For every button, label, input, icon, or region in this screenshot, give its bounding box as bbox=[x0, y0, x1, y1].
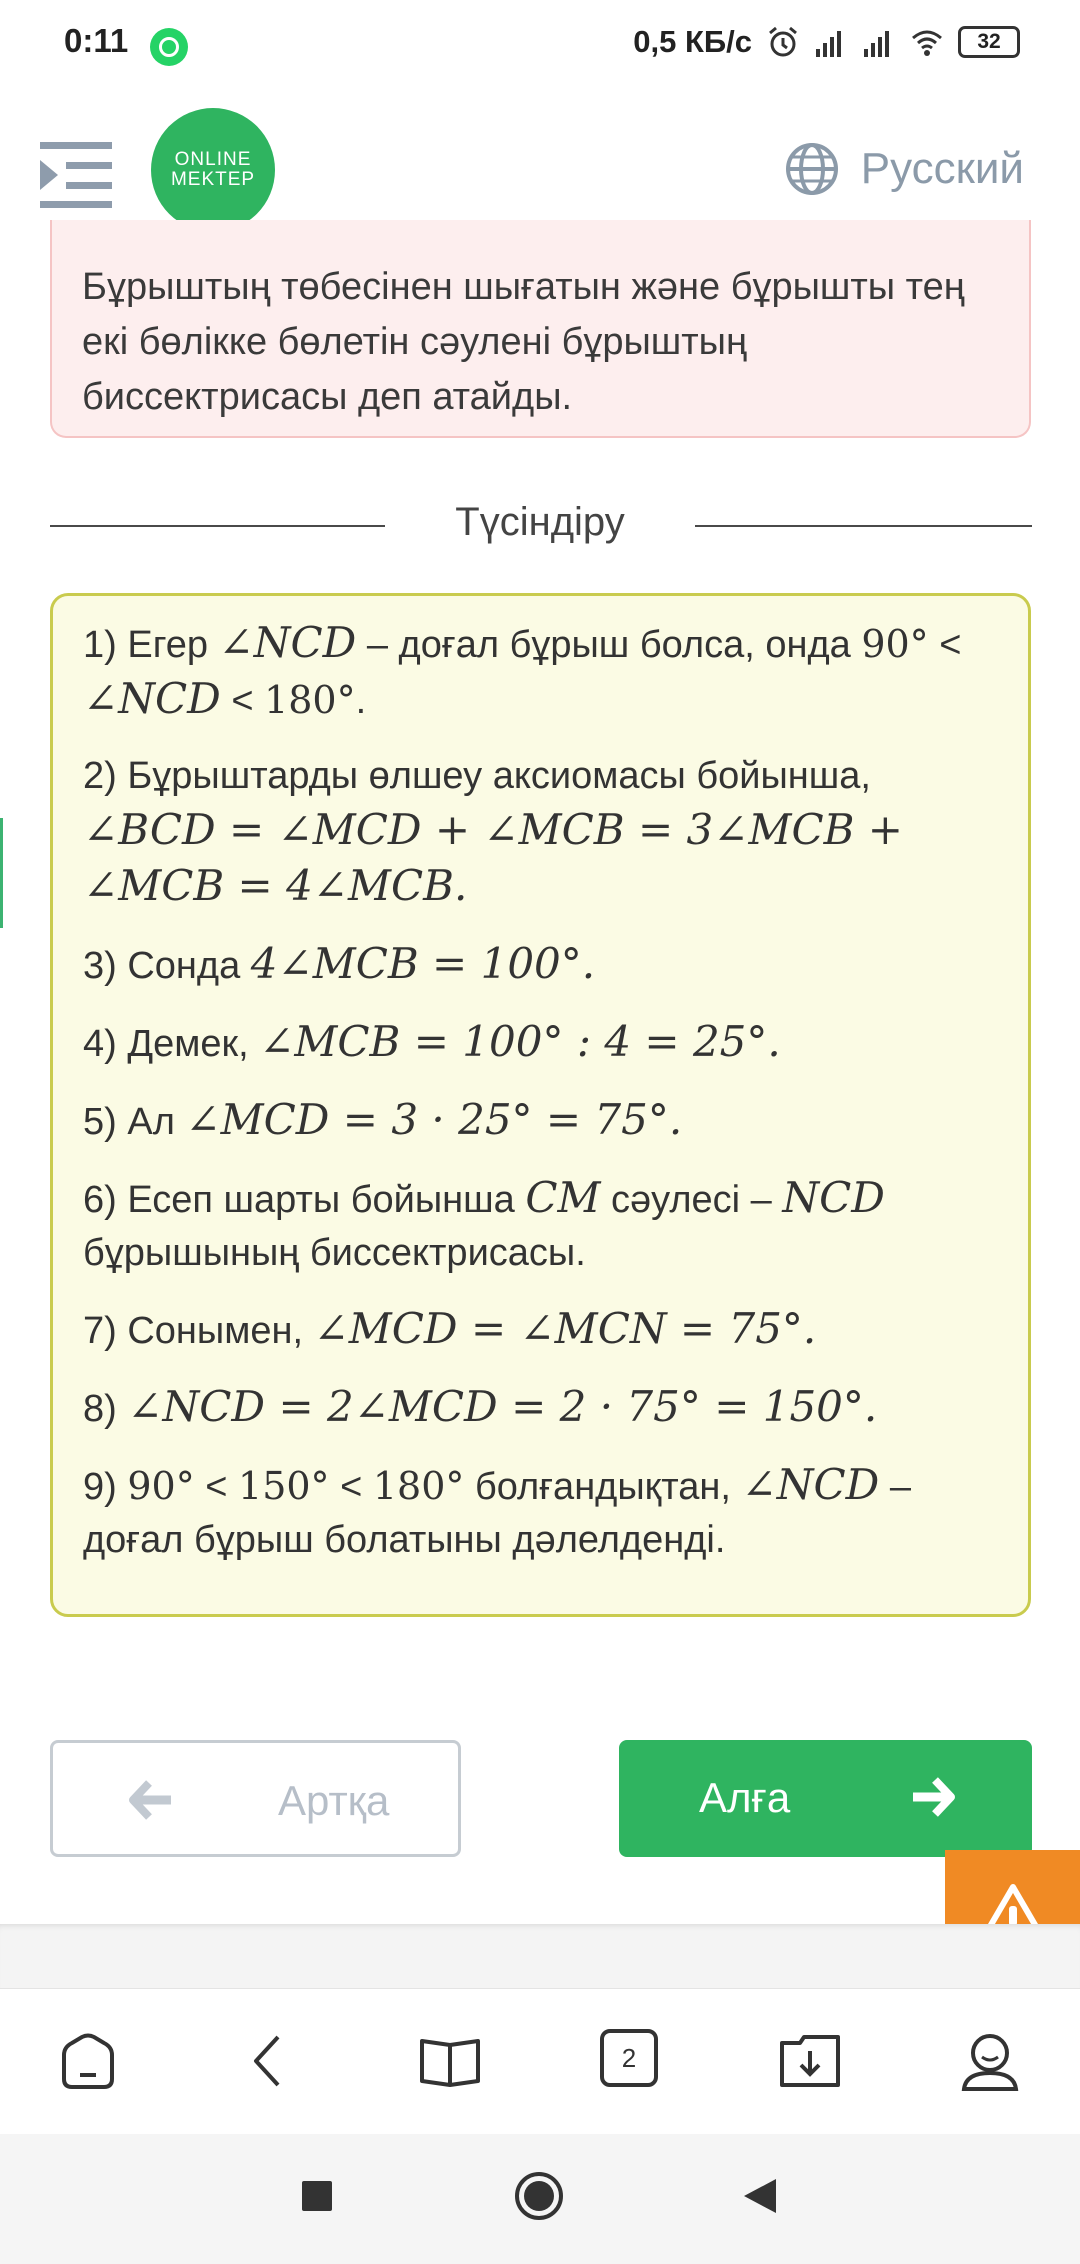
step-text: . bbox=[355, 680, 367, 722]
language-selector[interactable] bbox=[785, 142, 1024, 196]
math-expression: ∠NCD bbox=[83, 674, 221, 723]
menu-icon[interactable] bbox=[40, 140, 112, 210]
step-5 bbox=[83, 1093, 1013, 1149]
step-text: < bbox=[194, 1466, 239, 1508]
step-1 bbox=[83, 616, 1013, 728]
step-text: – bbox=[879, 1466, 911, 1508]
step-3 bbox=[83, 937, 1013, 993]
step-text: < bbox=[220, 680, 265, 722]
step-text: – доғал бұрыш болса, онда bbox=[356, 624, 862, 666]
math-expression: NCD bbox=[782, 1173, 885, 1222]
math-expression: ∠MCB = 4∠MCB. bbox=[83, 861, 468, 910]
next-button[interactable] bbox=[619, 1740, 1032, 1857]
math-number: 90° bbox=[861, 622, 929, 666]
math-number: 90° bbox=[127, 1464, 195, 1508]
step-text: 8) bbox=[83, 1388, 128, 1430]
step-text: 1) Егер bbox=[83, 624, 219, 666]
math-expression: ∠MCD = 3 · 25° = 75°. bbox=[185, 1095, 683, 1144]
math-expression: ∠BCD = ∠MCD + ∠MCB = 3∠MCB + bbox=[83, 805, 903, 854]
downloads-icon[interactable] bbox=[778, 2029, 842, 2093]
alarm-icon bbox=[766, 25, 800, 59]
step-text: доғал бұрыш болатыны дәлелденді. bbox=[83, 1519, 726, 1561]
step-7 bbox=[83, 1302, 1013, 1358]
back-button[interactable] bbox=[50, 1740, 461, 1857]
home-icon[interactable] bbox=[56, 2029, 120, 2093]
logo-line-1: ONLINE bbox=[174, 149, 252, 170]
whatsapp-icon bbox=[150, 28, 188, 66]
step-text: 2) Бұрыштарды өлшеу аксиомасы бойынша, bbox=[83, 755, 871, 797]
battery-icon: 32 bbox=[958, 26, 1020, 58]
step-text: 6) Есеп шарты бойынша bbox=[83, 1179, 526, 1221]
explanation-title: Түсіндіру bbox=[455, 500, 625, 544]
status-time: 0:11 bbox=[64, 22, 129, 59]
math-expression: 4∠MCB = 100°. bbox=[250, 939, 596, 988]
signal-icon bbox=[814, 25, 848, 59]
step-text: 9) bbox=[83, 1466, 128, 1508]
explanation-steps bbox=[83, 616, 1013, 1589]
math-expression: ∠MCD = ∠MCN = 75°. bbox=[313, 1304, 817, 1353]
online-mektep-logo[interactable] bbox=[151, 108, 275, 232]
status-bar bbox=[0, 0, 1080, 96]
arrow-right-icon bbox=[909, 1774, 955, 1820]
math-expression: ∠NCD bbox=[218, 618, 357, 667]
network-speed: 0,5 КБ/с bbox=[633, 24, 752, 59]
system-back-icon[interactable] bbox=[742, 2177, 778, 2215]
step-4 bbox=[83, 1015, 1013, 1071]
step-2 bbox=[83, 750, 1013, 915]
math-expression: CM bbox=[525, 1173, 601, 1222]
book-icon[interactable] bbox=[418, 2029, 482, 2093]
divider-line-right bbox=[695, 525, 1032, 527]
step-text: 3) Сонда bbox=[83, 945, 251, 987]
back-button-label: Артқа bbox=[278, 1777, 390, 1824]
step-text: сәулесі – bbox=[600, 1179, 783, 1221]
tabs-counter[interactable]: 2 bbox=[600, 2029, 658, 2087]
math-expression: ∠NCD bbox=[741, 1460, 880, 1509]
step-text: 7) Сонымен, bbox=[83, 1310, 314, 1352]
rule-text: Бұрыштың төбесінен шығатын және бұрышты тең екі бөлікке бөлетін сәулені бұрыштың биссектрисасы деп атайды. bbox=[82, 266, 965, 418]
math-number: 180° bbox=[372, 1464, 465, 1508]
step-6 bbox=[83, 1171, 1013, 1280]
step-text: болғандықтан, bbox=[464, 1466, 742, 1508]
step-text: 4) Демек, bbox=[83, 1023, 260, 1065]
profile-icon[interactable] bbox=[958, 2029, 1022, 2093]
math-expression: ∠NCD = 2∠MCD = 2 · 75° = 150°. bbox=[127, 1382, 878, 1431]
system-navigation-bar bbox=[0, 2134, 1080, 2264]
divider-line-left bbox=[50, 525, 385, 527]
explanation-card bbox=[50, 593, 1031, 1617]
status-right bbox=[633, 24, 1020, 60]
wifi-icon bbox=[910, 25, 944, 59]
step-text: < bbox=[928, 624, 962, 666]
arrow-left-icon bbox=[129, 1777, 175, 1823]
recent-apps-icon[interactable] bbox=[300, 2179, 334, 2213]
next-button-label: Алға bbox=[699, 1774, 791, 1821]
step-9 bbox=[83, 1458, 1013, 1567]
step-text: 5) Ал bbox=[83, 1101, 186, 1143]
globe-icon bbox=[785, 142, 839, 196]
logo-line-2: MEKTEP bbox=[170, 169, 256, 190]
language-label: Русский bbox=[860, 144, 1024, 193]
content-bottom-shadow bbox=[0, 1924, 1080, 1988]
rule-card bbox=[50, 220, 1031, 438]
home-circle-icon[interactable] bbox=[514, 2171, 564, 2221]
math-expression: ∠MCB = 100° : 4 = 25°. bbox=[259, 1017, 781, 1066]
step-8 bbox=[83, 1380, 1013, 1436]
signal-icon-2 bbox=[862, 25, 896, 59]
browser-navigation-bar bbox=[0, 1988, 1080, 2134]
math-number: 150° bbox=[238, 1464, 330, 1508]
math-number: 180° bbox=[264, 678, 356, 722]
browser-back-icon[interactable] bbox=[238, 2029, 302, 2093]
step-text: < bbox=[329, 1466, 373, 1508]
step-text: бұрышының биссектрисасы. bbox=[83, 1232, 586, 1274]
side-indicator bbox=[0, 818, 3, 928]
